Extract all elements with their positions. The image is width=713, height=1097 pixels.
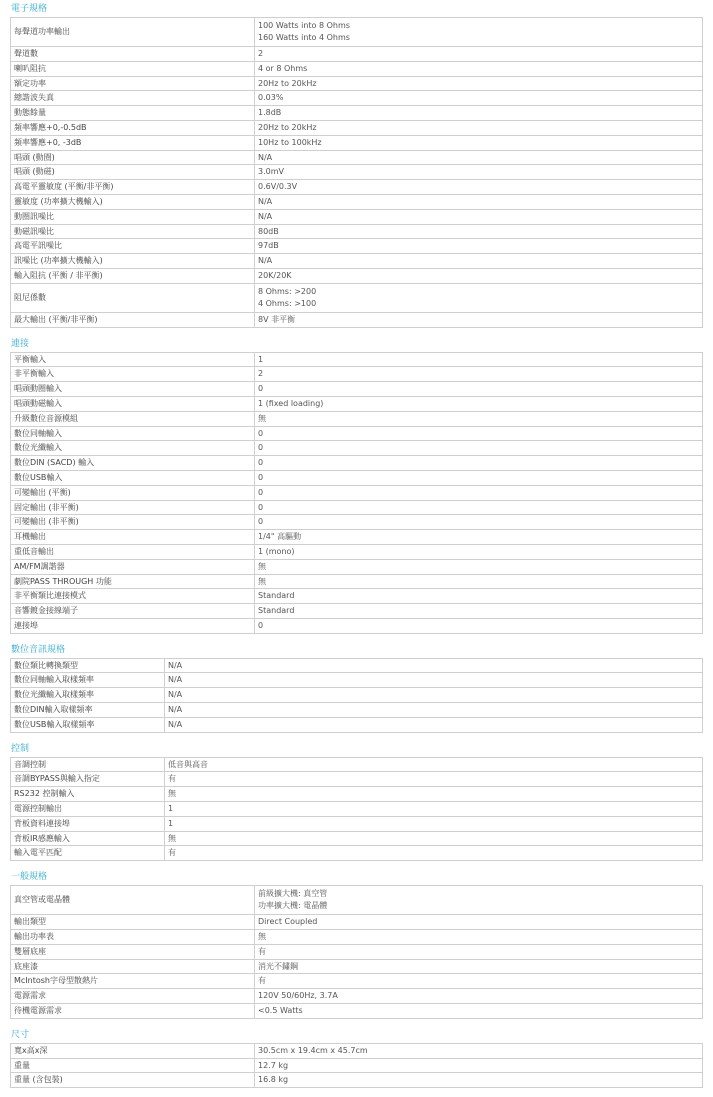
spec-value: 有 bbox=[255, 944, 703, 959]
spec-row bbox=[11, 456, 703, 471]
spec-label: 平衡輸入 bbox=[11, 352, 255, 367]
spec-table-connections bbox=[10, 352, 703, 634]
spec-value: 0.6V/0.3V bbox=[255, 180, 703, 195]
spec-value: 20K/20K bbox=[255, 268, 703, 283]
spec-label: 動圈訊噪比 bbox=[11, 209, 255, 224]
spec-row bbox=[11, 500, 703, 515]
spec-label: 輸出功率表 bbox=[11, 930, 255, 945]
spec-row bbox=[11, 180, 703, 195]
spec-label: McIntosh字母型散熱片 bbox=[11, 974, 255, 989]
spec-row bbox=[11, 47, 703, 62]
spec-row bbox=[11, 426, 703, 441]
spec-row bbox=[11, 915, 703, 930]
spec-row bbox=[11, 574, 703, 589]
spec-value: 1 (mono) bbox=[255, 544, 703, 559]
spec-label: 阻尼係數 bbox=[11, 283, 255, 312]
spec-row bbox=[11, 846, 703, 861]
spec-value: 0 bbox=[255, 515, 703, 530]
spec-value: N/A bbox=[165, 658, 703, 673]
spec-label: 數位光纖輸入取樣頻率 bbox=[11, 688, 165, 703]
spec-label: 聲道數 bbox=[11, 47, 255, 62]
spec-label: 重量 bbox=[11, 1058, 255, 1073]
spec-row bbox=[11, 772, 703, 787]
spec-label: 頻率響應+0,-0.5dB bbox=[11, 120, 255, 135]
spec-value: 無 bbox=[255, 930, 703, 945]
section-title-dimensions: 尺寸 bbox=[11, 1029, 30, 1040]
spec-value: 低音與高音 bbox=[165, 757, 703, 772]
spec-label: 音調BYPASS與輸入指定 bbox=[11, 772, 165, 787]
spec-label: 靈敏度 (功率擴大機輸入) bbox=[11, 194, 255, 209]
spec-value: 20Hz to 20kHz bbox=[255, 76, 703, 91]
spec-value: 消光不鏽鋼 bbox=[255, 959, 703, 974]
spec-row bbox=[11, 135, 703, 150]
spec-value: 有 bbox=[165, 846, 703, 861]
spec-label: 雙層底座 bbox=[11, 944, 255, 959]
spec-value: 1 bbox=[255, 352, 703, 367]
spec-value: 1.8dB bbox=[255, 106, 703, 121]
spec-table-dimensions bbox=[10, 1043, 703, 1088]
spec-value-line: 4 Ohms: >100 bbox=[258, 298, 317, 308]
spec-label: 數位光纖輸入 bbox=[11, 441, 255, 456]
spec-label: 唱頭 (動圈) bbox=[11, 150, 255, 165]
spec-row bbox=[11, 886, 703, 915]
spec-label: 重低音輸出 bbox=[11, 544, 255, 559]
spec-row bbox=[11, 544, 703, 559]
spec-row bbox=[11, 312, 703, 327]
spec-label: 輸出類型 bbox=[11, 915, 255, 930]
spec-value: 10Hz to 100kHz bbox=[255, 135, 703, 150]
spec-label: 每聲道功率輸出 bbox=[11, 18, 255, 47]
spec-value: 2 bbox=[255, 47, 703, 62]
spec-row bbox=[11, 411, 703, 426]
spec-label: 升級數位音源模組 bbox=[11, 411, 255, 426]
spec-value: N/A bbox=[255, 254, 703, 269]
spec-value: 97dB bbox=[255, 239, 703, 254]
spec-label: 固定輸出 (非平衡) bbox=[11, 500, 255, 515]
spec-row bbox=[11, 18, 703, 47]
spec-row bbox=[11, 717, 703, 732]
spec-table-electronic-specs bbox=[10, 17, 703, 328]
spec-label: 待機電源需求 bbox=[11, 1004, 255, 1019]
spec-label: 音調控制 bbox=[11, 757, 165, 772]
spec-value: 20Hz to 20kHz bbox=[255, 120, 703, 135]
spec-label: 重量 (含包裝) bbox=[11, 1073, 255, 1088]
spec-row bbox=[11, 757, 703, 772]
spec-table-digital-audio-specs bbox=[10, 658, 703, 733]
spec-row bbox=[11, 944, 703, 959]
spec-value: N/A bbox=[255, 194, 703, 209]
spec-value: 1 bbox=[165, 802, 703, 817]
spec-label: 動磁訊噪比 bbox=[11, 224, 255, 239]
spec-label: AM/FM調諧器 bbox=[11, 559, 255, 574]
spec-label: 輸入電平匹配 bbox=[11, 846, 165, 861]
spec-row bbox=[11, 959, 703, 974]
spec-label: 可變輸出 (平衡) bbox=[11, 485, 255, 500]
spec-label: 唱頭 (動磁) bbox=[11, 165, 255, 180]
spec-label: 背板資料連接埠 bbox=[11, 816, 165, 831]
spec-value: 0 bbox=[255, 426, 703, 441]
spec-row bbox=[11, 367, 703, 382]
spec-value-line: 100 Watts into 8 Ohms bbox=[258, 21, 350, 30]
spec-value: 8V 非平衡 bbox=[255, 312, 703, 327]
spec-value: 120V 50/60Hz, 3.7A bbox=[255, 989, 703, 1004]
spec-label: 寬x高x深 bbox=[11, 1043, 255, 1058]
spec-value: N/A bbox=[165, 673, 703, 688]
spec-value: 無 bbox=[255, 559, 703, 574]
spec-row bbox=[11, 470, 703, 485]
spec-row bbox=[11, 989, 703, 1004]
spec-label: RS232 控制輸入 bbox=[11, 787, 165, 802]
spec-label: 總諧波失真 bbox=[11, 91, 255, 106]
spec-row bbox=[11, 589, 703, 604]
spec-value: 0 bbox=[255, 485, 703, 500]
spec-row bbox=[11, 974, 703, 989]
spec-row bbox=[11, 283, 703, 312]
spec-label: 數位DIN輸入取樣頻率 bbox=[11, 703, 165, 718]
spec-value: 0 bbox=[255, 441, 703, 456]
spec-label: 音響鍍金接線端子 bbox=[11, 604, 255, 619]
spec-label: 電源需求 bbox=[11, 989, 255, 1004]
spec-row bbox=[11, 816, 703, 831]
spec-label: 喇叭阻抗 bbox=[11, 61, 255, 76]
spec-row bbox=[11, 787, 703, 802]
section-title-digital-audio-specs: 數位音訊規格 bbox=[11, 644, 66, 655]
spec-value: N/A bbox=[255, 150, 703, 165]
spec-row bbox=[11, 688, 703, 703]
spec-value: Standard bbox=[255, 589, 703, 604]
spec-label: 高電平靈敏度 (平衡/非平衡) bbox=[11, 180, 255, 195]
spec-row bbox=[11, 831, 703, 846]
spec-value bbox=[255, 886, 703, 915]
section-title-electronic-specs: 電子規格 bbox=[11, 4, 48, 14]
spec-row bbox=[11, 396, 703, 411]
spec-row bbox=[11, 224, 703, 239]
spec-label: 頻率響應+0, -3dB bbox=[11, 135, 255, 150]
spec-label: 數位類比轉換類型 bbox=[11, 658, 165, 673]
section-title-connections: 連接 bbox=[11, 338, 30, 349]
spec-label: 數位同軸輸入 bbox=[11, 426, 255, 441]
spec-label: 最大輸出 (平衡/非平衡) bbox=[11, 312, 255, 327]
spec-label: 底座漆 bbox=[11, 959, 255, 974]
spec-label: 輸入阻抗 (平衡 / 非平衡) bbox=[11, 268, 255, 283]
spec-label: 動態餘量 bbox=[11, 106, 255, 121]
spec-value: N/A bbox=[255, 209, 703, 224]
spec-value: 0.03% bbox=[255, 91, 703, 106]
spec-value-line: 8 Ohms: >200 bbox=[258, 286, 317, 296]
spec-label: 數位DIN (SACD) 輸入 bbox=[11, 456, 255, 471]
spec-value-line: 前級擴大機: 真空管 bbox=[258, 889, 328, 899]
spec-row bbox=[11, 120, 703, 135]
spec-label: 數位USB輸入 bbox=[11, 470, 255, 485]
spec-value: 12.7 kg bbox=[255, 1058, 703, 1073]
spec-row bbox=[11, 76, 703, 91]
spec-label: 高電平訊噪比 bbox=[11, 239, 255, 254]
spec-label: 非平衡輸入 bbox=[11, 367, 255, 382]
spec-value-line: 功率擴大機: 電晶體 bbox=[258, 901, 328, 911]
section-title-general-specs: 一般規格 bbox=[11, 872, 48, 883]
spec-row bbox=[11, 150, 703, 165]
spec-value: 0 bbox=[255, 500, 703, 515]
spec-row bbox=[11, 441, 703, 456]
spec-row bbox=[11, 194, 703, 209]
spec-value: 0 bbox=[255, 456, 703, 471]
spec-label: 劇院PASS THROUGH 功能 bbox=[11, 574, 255, 589]
spec-label: 數位USB輸入取樣頻率 bbox=[11, 717, 165, 732]
spec-value: 無 bbox=[165, 831, 703, 846]
spec-row bbox=[11, 1073, 703, 1088]
spec-label: 連接埠 bbox=[11, 618, 255, 633]
spec-value: Direct Coupled bbox=[255, 915, 703, 930]
spec-value: 80dB bbox=[255, 224, 703, 239]
spec-row bbox=[11, 802, 703, 817]
spec-value: 3.0mV bbox=[255, 165, 703, 180]
spec-value: 無 bbox=[255, 411, 703, 426]
spec-row bbox=[11, 268, 703, 283]
spec-label: 可變輸出 (非平衡) bbox=[11, 515, 255, 530]
spec-value: 有 bbox=[255, 974, 703, 989]
spec-row bbox=[11, 239, 703, 254]
spec-row bbox=[11, 1043, 703, 1058]
spec-label: 數位同軸輸入取樣頻率 bbox=[11, 673, 165, 688]
spec-row bbox=[11, 618, 703, 633]
spec-row bbox=[11, 1004, 703, 1019]
spec-label: 非平衡類比連接模式 bbox=[11, 589, 255, 604]
spec-label: 背板IR感應輸入 bbox=[11, 831, 165, 846]
spec-value: 0 bbox=[255, 618, 703, 633]
spec-value: 無 bbox=[165, 787, 703, 802]
spec-value: <0.5 Watts bbox=[255, 1004, 703, 1019]
spec-row bbox=[11, 530, 703, 545]
spec-value: N/A bbox=[165, 703, 703, 718]
section-title-controls: 控制 bbox=[11, 743, 30, 754]
spec-value: 有 bbox=[165, 772, 703, 787]
spec-value bbox=[255, 283, 703, 312]
spec-label: 額定功率 bbox=[11, 76, 255, 91]
spec-row bbox=[11, 703, 703, 718]
spec-table-general-specs bbox=[10, 885, 703, 1019]
spec-row bbox=[11, 930, 703, 945]
spec-table-controls bbox=[10, 757, 703, 862]
spec-row bbox=[11, 382, 703, 397]
spec-row bbox=[11, 352, 703, 367]
spec-value bbox=[255, 18, 703, 47]
spec-value-line: 160 Watts into 4 Ohms bbox=[258, 33, 350, 42]
spec-value: 4 or 8 Ohms bbox=[255, 61, 703, 76]
spec-value: 1 (fixed loading) bbox=[255, 396, 703, 411]
spec-value: N/A bbox=[165, 688, 703, 703]
spec-row bbox=[11, 61, 703, 76]
spec-row bbox=[11, 209, 703, 224]
spec-value: 0 bbox=[255, 382, 703, 397]
spec-row bbox=[11, 604, 703, 619]
spec-value: N/A bbox=[165, 717, 703, 732]
spec-value: 2 bbox=[255, 367, 703, 382]
spec-value: 30.5cm x 19.4cm x 45.7cm bbox=[255, 1043, 703, 1058]
spec-label: 耳機輸出 bbox=[11, 530, 255, 545]
spec-value: 0 bbox=[255, 470, 703, 485]
spec-label: 電源控制輸出 bbox=[11, 802, 165, 817]
spec-row bbox=[11, 254, 703, 269]
spec-label: 唱頭動磁輸入 bbox=[11, 396, 255, 411]
spec-label: 唱頭動圈輸入 bbox=[11, 382, 255, 397]
spec-row bbox=[11, 673, 703, 688]
spec-row bbox=[11, 91, 703, 106]
spec-value: Standard bbox=[255, 604, 703, 619]
spec-row bbox=[11, 106, 703, 121]
spec-row bbox=[11, 165, 703, 180]
spec-value: 1 bbox=[165, 816, 703, 831]
spec-row bbox=[11, 658, 703, 673]
spec-label: 訊噪比 (功率擴大機輸入) bbox=[11, 254, 255, 269]
spec-row bbox=[11, 559, 703, 574]
spec-value: 無 bbox=[255, 574, 703, 589]
spec-value: 16.8 kg bbox=[255, 1073, 703, 1088]
spec-row bbox=[11, 515, 703, 530]
spec-label: 真空管或電晶體 bbox=[11, 886, 255, 915]
spec-value: 1/4" 高驅動 bbox=[255, 530, 703, 545]
spec-row bbox=[11, 485, 703, 500]
spec-row bbox=[11, 1058, 703, 1073]
